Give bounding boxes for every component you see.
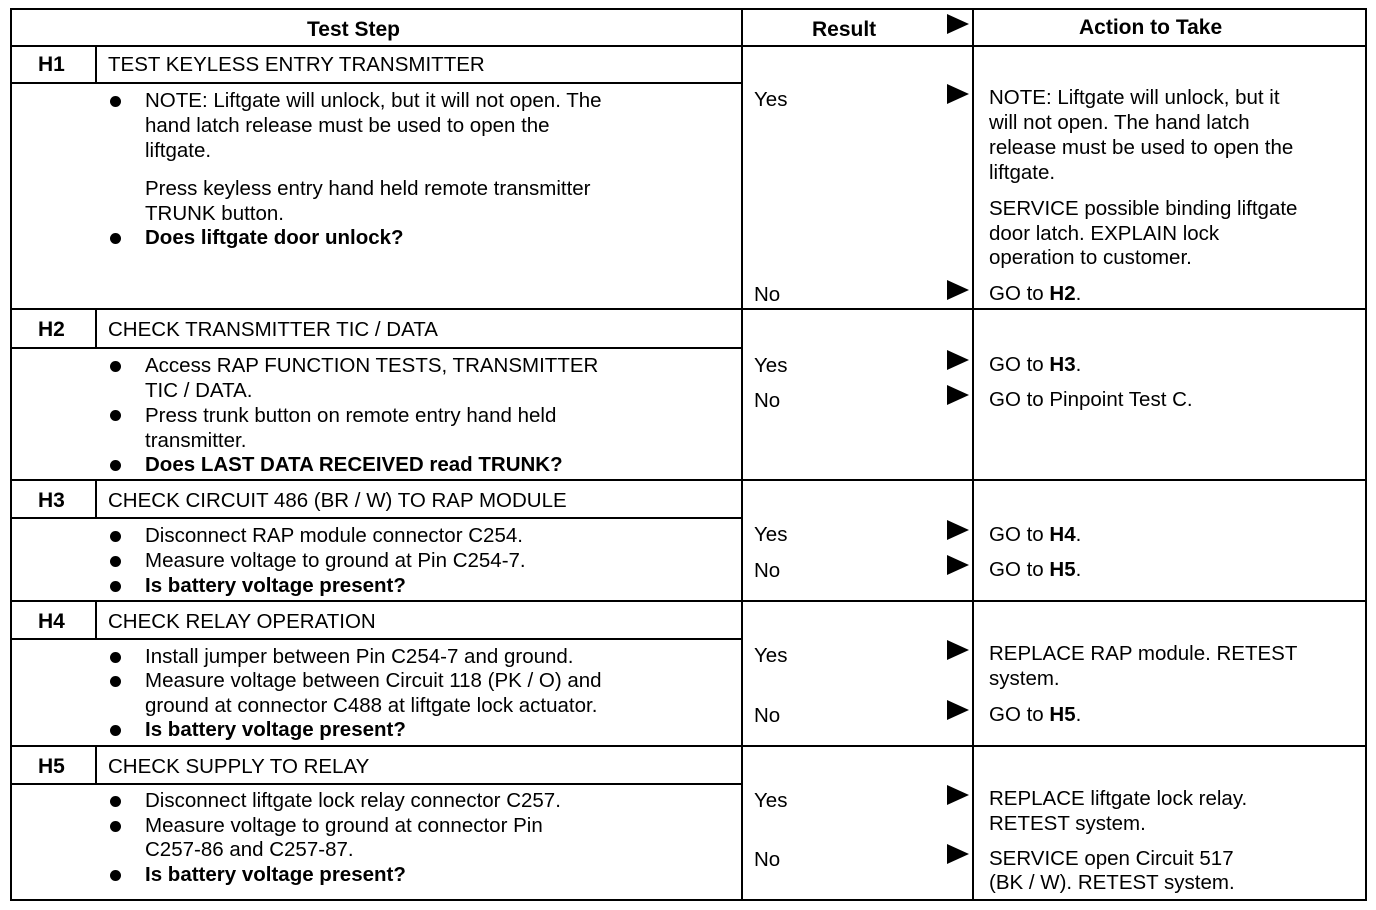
step-line: Install jumper between Pin C254-7 and ground. — [145, 645, 574, 668]
action-line: SERVICE possible binding liftgate — [989, 197, 1298, 220]
step-line: NOTE: Liftgate will unlock, but it will not open. The — [145, 89, 602, 112]
bullet-icon — [110, 361, 121, 372]
bullet-icon — [110, 410, 121, 421]
step-question: Is battery voltage present? — [145, 574, 406, 597]
step-line: Press trunk button on remote entry hand held — [145, 404, 557, 427]
bullet-icon — [110, 676, 121, 687]
step-line: Access RAP FUNCTION TESTS, TRANSMITTER — [145, 354, 599, 377]
step-line: ground at connector C488 at liftgate lock actuator. — [145, 694, 598, 717]
result-no: No — [754, 559, 781, 582]
action-line: NOTE: Liftgate will unlock, but it — [989, 86, 1280, 109]
step-question: Is battery voltage present? — [145, 863, 406, 886]
result-arrow-icon — [947, 280, 969, 300]
step-line: Measure voltage to ground at Pin C254-7. — [145, 549, 526, 572]
result-yes: Yes — [754, 354, 788, 377]
result-arrow-icon — [947, 555, 969, 575]
bullet-icon — [110, 233, 121, 244]
step-question: Does LAST DATA RECEIVED read TRUNK? — [145, 453, 563, 476]
action-line: GO to Pinpoint Test C. — [989, 388, 1193, 411]
result-arrow-icon — [947, 84, 969, 104]
step-line: Measure voltage to ground at connector Pin — [145, 814, 543, 837]
bullet-icon — [110, 531, 121, 542]
bullet-icon — [110, 870, 121, 881]
bullet-icon — [110, 652, 121, 663]
result-arrow-icon — [947, 844, 969, 864]
step-line: Disconnect liftgate lock relay connector C257. — [145, 789, 561, 812]
action-line: SERVICE open Circuit 517 — [989, 847, 1234, 870]
action-goto: GO to H4. — [989, 523, 1082, 546]
result-yes: Yes — [754, 644, 788, 667]
step-line: Measure voltage between Circuit 118 (PK / O) and — [145, 669, 602, 692]
action-line: (BK / W). RETEST system. — [989, 871, 1235, 894]
header-test-step: Test Step — [307, 18, 400, 41]
result-arrow-icon — [947, 350, 969, 370]
result-yes: Yes — [754, 88, 788, 111]
action-line: operation to customer. — [989, 246, 1192, 269]
result-no: No — [754, 704, 781, 727]
result-arrow-icon — [947, 640, 969, 660]
bullet-icon — [110, 796, 121, 807]
step-line: TIC / DATA. — [145, 379, 253, 402]
action-line: will not open. The hand latch — [989, 111, 1250, 134]
result-arrow-icon — [947, 700, 969, 720]
action-goto: GO to H3. — [989, 353, 1082, 376]
step-line: C257-86 and C257-87. — [145, 838, 354, 861]
step-title-h4: CHECK RELAY OPERATION — [108, 610, 376, 633]
step-question: Does liftgate door unlock? — [145, 226, 404, 249]
step-id-h4: H4 — [38, 610, 65, 633]
step-title-h2: CHECK TRANSMITTER TIC / DATA — [108, 318, 438, 341]
bullet-icon — [110, 581, 121, 592]
bullet-icon — [110, 556, 121, 567]
step-title-h5: CHECK SUPPLY TO RELAY — [108, 755, 370, 778]
result-arrow-icon — [947, 785, 969, 805]
step-line: transmitter. — [145, 429, 247, 452]
step-title-h3: CHECK CIRCUIT 486 (BR / W) TO RAP MODULE — [108, 489, 567, 512]
step-question: Is battery voltage present? — [145, 718, 406, 741]
step-line: TRUNK button. — [145, 202, 284, 225]
action-line: REPLACE liftgate lock relay. — [989, 787, 1248, 810]
action-goto: GO to H5. — [989, 558, 1082, 581]
step-id-h5: H5 — [38, 755, 65, 778]
header-action: Action to Take — [1079, 16, 1223, 39]
result-no: No — [754, 283, 781, 306]
bullet-icon — [110, 821, 121, 832]
step-id-h1: H1 — [38, 53, 65, 76]
step-title-h1: TEST KEYLESS ENTRY TRANSMITTER — [108, 53, 485, 76]
pinpoint-test-table — [10, 8, 1367, 901]
action-line: release must be used to open the — [989, 136, 1294, 159]
header-result: Result — [812, 18, 877, 41]
bullet-icon — [110, 725, 121, 736]
action-goto: GO to H5. — [989, 703, 1082, 726]
action-goto: GO to H2. — [989, 282, 1082, 305]
result-yes: Yes — [754, 523, 788, 546]
result-no: No — [754, 848, 781, 871]
step-line: Disconnect RAP module connector C254. — [145, 524, 523, 547]
step-line: liftgate. — [145, 139, 212, 162]
result-no: No — [754, 389, 781, 412]
step-id-h3: H3 — [38, 489, 65, 512]
result-yes: Yes — [754, 789, 788, 812]
action-line: liftgate. — [989, 161, 1056, 184]
bullet-icon — [110, 460, 121, 471]
action-line: door latch. EXPLAIN lock — [989, 222, 1220, 245]
result-arrow-icon — [947, 520, 969, 540]
header-arrow-icon — [947, 14, 969, 34]
action-line: RETEST system. — [989, 812, 1146, 835]
step-line: hand latch release must be used to open the — [145, 114, 550, 137]
step-id-h2: H2 — [38, 318, 65, 341]
action-line: REPLACE RAP module. RETEST — [989, 642, 1298, 665]
action-line: system. — [989, 667, 1060, 690]
bullet-icon — [110, 96, 121, 107]
result-arrow-icon — [947, 385, 969, 405]
step-line: Press keyless entry hand held remote transmitter — [145, 177, 591, 200]
